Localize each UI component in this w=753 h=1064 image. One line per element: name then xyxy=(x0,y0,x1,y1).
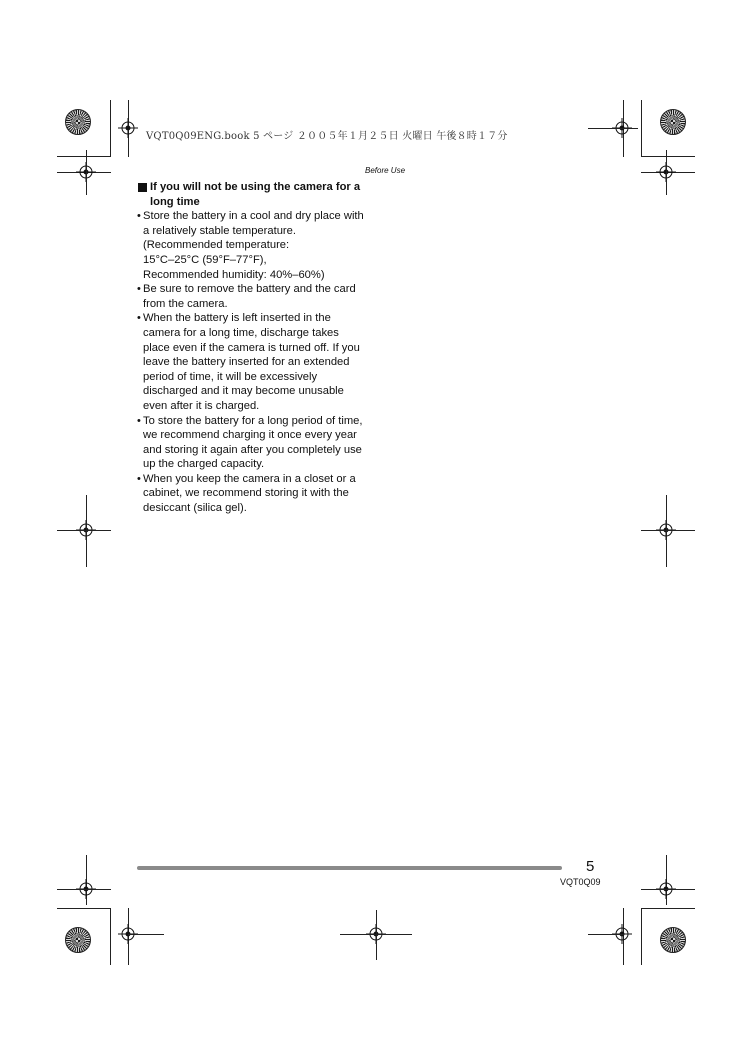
bullet-dot-icon: • xyxy=(137,472,141,485)
registration-burst-icon xyxy=(65,109,91,135)
heading-text: If you will not be using the camera for a long time xyxy=(150,181,361,208)
crop-mark xyxy=(641,100,642,157)
crop-mark xyxy=(57,156,111,157)
crop-mark xyxy=(57,908,111,909)
crop-mark xyxy=(110,100,111,157)
section-label: Before Use xyxy=(365,166,406,175)
registration-burst-icon xyxy=(660,927,686,953)
crop-mark xyxy=(641,889,695,890)
crop-mark xyxy=(128,934,164,935)
list-item xyxy=(137,414,367,472)
registration-burst-icon xyxy=(660,109,686,135)
footer-rule xyxy=(137,866,562,870)
bullet-dot-icon: • xyxy=(137,210,141,223)
list-item xyxy=(137,311,367,413)
list-item xyxy=(137,209,367,282)
crop-mark xyxy=(641,530,695,531)
list-item xyxy=(137,282,367,311)
list-item-text: Store the battery in a cool and dry place with a relatively stable temperature. (Recommended temperature: 15°C–25°C (59°F–77°F), Recommended humidity: 40%–60%) xyxy=(143,210,364,281)
page-number: 5 xyxy=(586,858,595,875)
crop-mark xyxy=(666,150,667,195)
list-item-text: When the battery is left inserted in the camera for a long time, discharge takes place even if the camera is turned off. If you leave the battery inserted for an extended period of time, it will be excessively discharged and it may become unusable even after it is charged. xyxy=(143,312,360,412)
crop-mark xyxy=(641,908,695,909)
bullet-dot-icon: • xyxy=(137,414,141,427)
crop-mark xyxy=(86,150,87,195)
list-item-text: When you keep the camera in a closet or a cabinet, we recommend storing it with the desiccant (silica gel). xyxy=(143,472,356,515)
crop-mark xyxy=(57,889,111,890)
bullet-dot-icon: • xyxy=(137,283,141,296)
list-item xyxy=(137,472,367,516)
crop-mark xyxy=(376,910,377,960)
registration-burst-icon xyxy=(65,927,91,953)
main-content xyxy=(137,180,367,516)
section-heading xyxy=(137,180,367,209)
crop-mark xyxy=(588,128,638,129)
registration-target-icon xyxy=(118,118,138,138)
crop-mark xyxy=(86,495,87,567)
crop-mark xyxy=(641,156,695,157)
list-item-text: Be sure to remove the battery and the card from the camera. xyxy=(143,283,356,310)
crop-mark xyxy=(666,495,667,567)
crop-mark xyxy=(588,934,624,935)
bullet-dot-icon: • xyxy=(137,312,141,325)
crop-mark xyxy=(57,530,111,531)
crop-mark xyxy=(110,908,111,965)
square-bullet-icon xyxy=(138,183,147,192)
crop-mark xyxy=(641,908,642,965)
list-item-text: To store the battery for a long period of time, we recommend charging it once every year and storing it again after you completely use up the charged capacity. xyxy=(143,414,363,471)
model-code: VQT0Q09 xyxy=(560,877,601,887)
print-slug: VQT0Q09ENG.book 5 ページ ２００５年１月２５日 火曜日 午後８時１７分 xyxy=(146,131,508,142)
